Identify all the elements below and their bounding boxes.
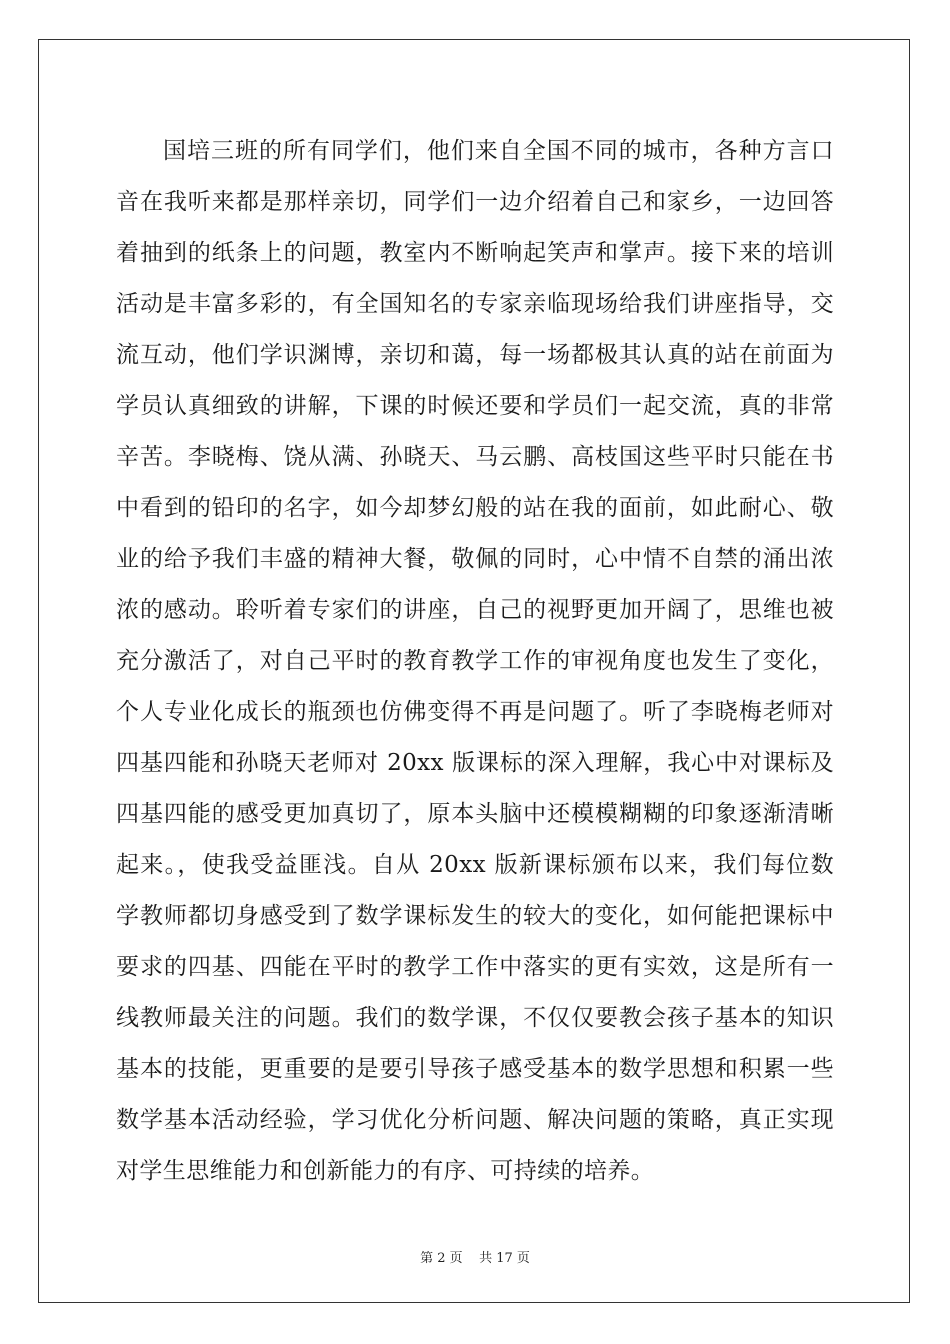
page-number: 第 2 页 共 17 页 — [420, 1251, 530, 1266]
text-line: 辛苦。李晓梅、饶从满、孙晓天、马云鹏、高枝国这些平时只能在书 — [116, 444, 834, 470]
text-line: 国培三班的所有同学们，他们来自全国不同的城市，各种方言口 — [163, 138, 834, 164]
text-line: 四基四能和孙晓天老师对 20xx 版课标的深入理解，我心中对课标及 — [116, 750, 834, 776]
text-line: 个人专业化成长的瓶颈也仿佛变得不再是问题了。听了李晓梅老师对 — [116, 699, 834, 725]
text-line: 活动是丰富多彩的，有全国知名的专家亲临现场给我们讲座指导，交 — [116, 291, 834, 317]
text-line: 要求的四基、四能在平时的教学工作中落实的更有实效，这是所有一 — [116, 954, 834, 980]
text-line: 流互动，他们学识渊博，亲切和蔼，每一场都极其认真的站在前面为 — [116, 342, 834, 368]
text-line: 中看到的铅印的名字，如今却梦幻般的站在我的面前，如此耐心、敬 — [116, 495, 834, 521]
text-line: 学教师都切身感受到了数学课标发生的较大的变化，如何能把课标中 — [116, 903, 834, 929]
text-line: 业的给予我们丰盛的精神大餐，敬佩的同时，心中情不自禁的涌出浓 — [116, 546, 834, 572]
text-line: 着抽到的纸条上的问题，教室内不断响起笑声和掌声。接下来的培训 — [116, 240, 834, 266]
text-line: 起来。，使我受益匪浅。自从 20xx 版新课标颁布以来，我们每位数 — [116, 852, 834, 878]
text-line: 对学生思维能力和创新能力的有序、可持续的培养。 — [116, 1158, 655, 1184]
body-paragraph — [116, 132, 834, 1203]
text-line: 学员认真细致的讲解，下课的时候还要和学员们一起交流，真的非常 — [116, 393, 834, 419]
text-line: 浓的感动。聆听着专家们的讲座，自己的视野更加开阔了，思维也被 — [116, 597, 834, 623]
text-line: 基本的技能，更重要的是要引导孩子感受基本的数学思想和积累一些 — [116, 1056, 834, 1082]
text-line: 线教师最关注的问题。我们的数学课，不仅仅要教会孩子基本的知识 — [116, 1005, 834, 1031]
text-line: 数学基本活动经验，学习优化分析问题、解决问题的策略，真正实现 — [116, 1107, 834, 1133]
text-line: 音在我听来都是那样亲切，同学们一边介绍着自己和家乡，一边回答 — [116, 189, 834, 215]
text-line: 四基四能的感受更加真切了，原本头脑中还模模糊糊的印象逐渐清晰 — [116, 801, 834, 827]
text-line: 充分激活了，对自己平时的教育教学工作的审视角度也发生了变化， — [116, 648, 834, 674]
